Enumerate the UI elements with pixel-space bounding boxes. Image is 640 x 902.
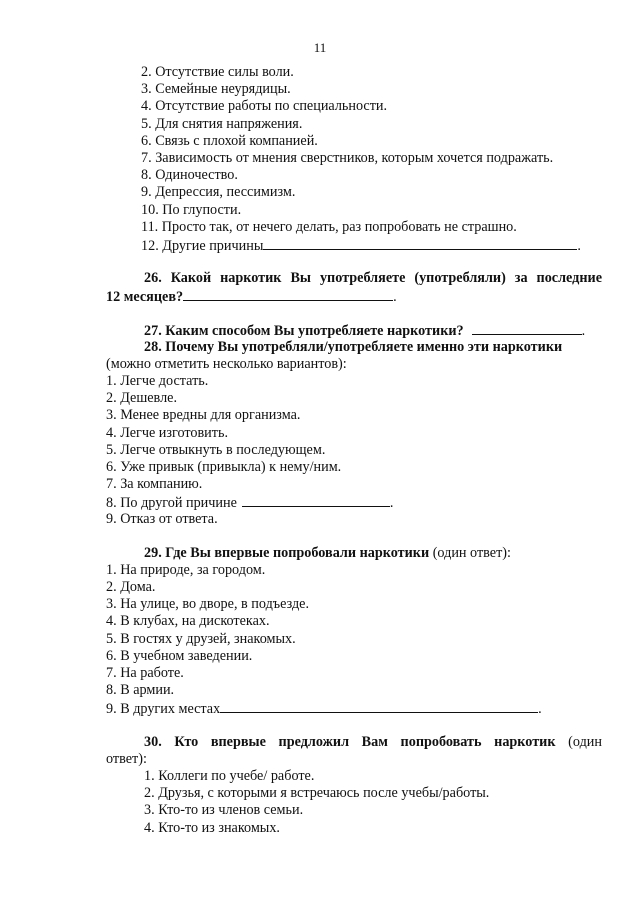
question-title: 29. Где Вы впервые попробовали наркотики (144, 544, 430, 561)
question-title-line (106, 545, 602, 562)
option-item: 5. В гостях у друзей, знакомых. (106, 630, 296, 647)
question-title: 26. Какой наркотик Вы употребляете (употребляли) за последние (144, 270, 602, 287)
question-note-cont: ответ): (106, 750, 147, 767)
question-title-part: 12 месяцев? (106, 289, 184, 306)
option-item: 6. Связь с плохой компанией. (141, 132, 318, 149)
answer-blank[interactable] (220, 699, 538, 713)
option-item: 9. Отказ от ответа. (106, 510, 218, 527)
answer-blank[interactable] (242, 493, 390, 507)
option-item: 5. Для снятия напряжения. (141, 115, 303, 132)
option-item: 8. В армии. (106, 682, 175, 699)
period: . (389, 495, 394, 512)
question-title-line (106, 734, 602, 751)
option-item: 11. Просто так, от нечего делать, раз попробовать не страшно. (141, 218, 517, 235)
period: . (581, 323, 586, 340)
option-item: 3. Кто-то из членов семьи. (144, 802, 304, 819)
question-note: (один ответ): (429, 544, 511, 561)
option-item: 3. На улице, во дворе, в подъезде. (106, 596, 310, 613)
option-item: 6. Уже привык (привыкла) к нему/ним. (106, 458, 342, 475)
option-label: 9. В других местах (106, 701, 221, 718)
question-title: 27. Каким способом Вы употребляете наркотики? (144, 323, 464, 340)
option-item: 3. Менее вредны для организма. (106, 407, 301, 424)
option-item: 5. Легче отвыкнуть в последующем. (106, 441, 326, 458)
question-29 (106, 545, 602, 717)
prev-question-options (106, 64, 602, 253)
option-item: 8. Одиночество. (141, 167, 238, 184)
option-item: 3. Семейные неурядицы. (141, 81, 291, 98)
answer-blank[interactable] (263, 236, 577, 250)
option-item: 2. Друзья, с которыми я встречаюсь после учебы/работы. (144, 785, 490, 802)
option-item: 7. Зависимость от мнения сверстников, которым хочется подражать. (141, 149, 554, 166)
option-label: 12. Другие причины (141, 237, 264, 254)
option-item: 4. Легче изготовить. (106, 424, 228, 441)
answer-blank[interactable] (472, 321, 582, 335)
question-title-cont (106, 287, 602, 304)
page-content (106, 64, 602, 837)
option-label: 8. По другой причине (106, 495, 237, 512)
question-27 (106, 321, 602, 338)
option-item-other (106, 236, 602, 253)
option-item: 10. По глупости. (141, 201, 242, 218)
option-item: 7. На работе. (106, 665, 184, 681)
option-item: 2. Дома. (106, 579, 156, 596)
question-title: 30. Кто впервые предложил Вам попробовать наркотик (144, 733, 556, 750)
option-item: 4. Кто-то из знакомых. (144, 819, 280, 836)
option-item: 1. Коллеги по учебе/ работе. (144, 767, 315, 784)
option-item-other (106, 699, 602, 716)
question-title-line (106, 321, 602, 338)
period: . (393, 289, 397, 306)
period: . (538, 701, 542, 718)
question-note: (один (555, 733, 602, 750)
option-item: 1. На природе, за городом. (106, 561, 266, 578)
option-item: 6. В учебном заведении. (106, 647, 253, 664)
option-item: 2. Отсутствие силы воли. (141, 64, 294, 80)
question-title: 28. Почему Вы употребляли/употребляете именно эти наркотики (144, 338, 563, 355)
option-item: 4. В клубах, на дискотеках. (106, 613, 270, 630)
option-item: 7. За компанию. (106, 476, 203, 493)
option-item: 9. Депрессия, пессимизм. (141, 184, 296, 201)
question-note: (можно отметить несколько вариантов): (106, 355, 347, 372)
option-item: 4. Отсутствие работы по специальности. (141, 98, 388, 115)
period: . (577, 237, 581, 254)
question-30 (106, 734, 602, 837)
page-number: 11 (313, 40, 327, 55)
option-item: 2. Дешевле. (106, 390, 177, 407)
option-item-other (106, 493, 602, 510)
question-26 (106, 270, 602, 304)
option-item: 1. Легче достать. (106, 373, 209, 389)
answer-blank[interactable] (183, 287, 393, 301)
question-28 (106, 339, 602, 528)
